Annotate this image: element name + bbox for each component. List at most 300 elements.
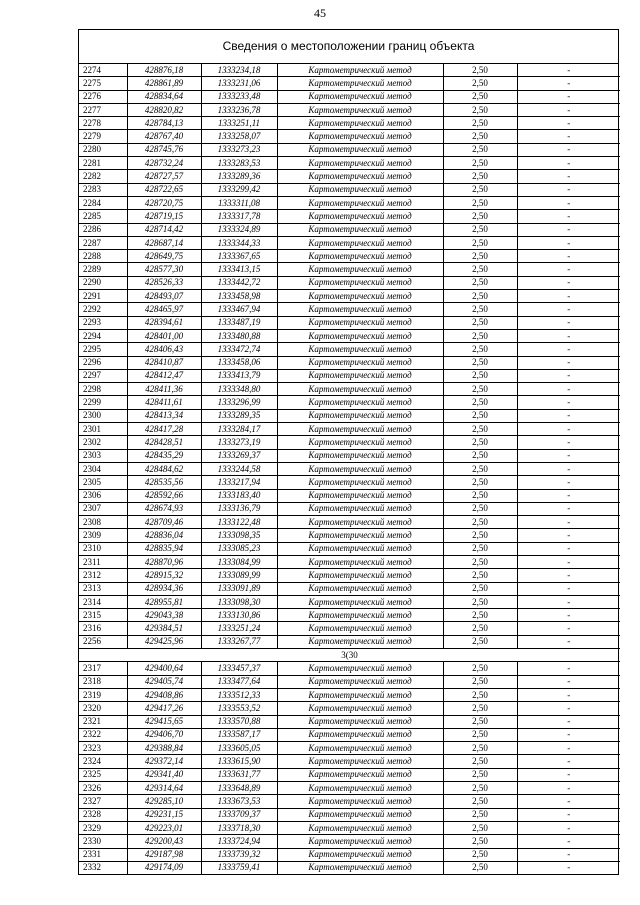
y-coordinate-cell: 1333413,79 [201,369,277,382]
table-row [79,476,620,489]
accuracy-cell: 2,50 [443,263,517,276]
coordinates-table [79,64,620,874]
method-cell: Картометрический метод [277,848,443,861]
accuracy-cell: 2,50 [443,210,517,223]
accuracy-cell: 2,50 [443,223,517,236]
x-coordinate-cell: 429417,26 [127,702,201,715]
y-coordinate-cell: 1333587,17 [201,728,277,741]
method-cell: Картометрический метод [277,329,443,342]
point-number-cell: 2294 [79,329,127,342]
x-coordinate-cell: 429223,01 [127,821,201,834]
table-row [79,143,620,156]
y-coordinate-cell: 1333289,36 [201,170,277,183]
method-cell: Картометрический метод [277,502,443,515]
x-coordinate-cell: 428484,62 [127,462,201,475]
accuracy-cell: 2,50 [443,423,517,436]
table-row [79,409,620,422]
y-coordinate-cell: 1333477,64 [201,675,277,688]
point-number-cell: 2296 [79,356,127,369]
description-cell: - [517,409,620,422]
x-coordinate-cell: 429384,51 [127,622,201,635]
table-row [79,821,620,834]
point-number-cell: 2282 [79,170,127,183]
method-cell: Картометрический метод [277,782,443,795]
accuracy-cell: 2,50 [443,702,517,715]
accuracy-cell: 2,50 [443,183,517,196]
point-number-cell: 2286 [79,223,127,236]
table-row [79,236,620,249]
method-cell: Картометрический метод [277,569,443,582]
point-number-cell: 2301 [79,423,127,436]
method-cell: Картометрический метод [277,795,443,808]
accuracy-cell: 2,50 [443,675,517,688]
point-number-cell: 2284 [79,196,127,209]
point-number-cell: 2305 [79,476,127,489]
description-cell: - [517,396,620,409]
point-number-cell: 2280 [79,143,127,156]
table-row [79,383,620,396]
y-coordinate-cell: 1333273,23 [201,143,277,156]
description-cell: - [517,290,620,303]
point-number-cell: 2307 [79,502,127,515]
y-coordinate-cell: 1333085,23 [201,542,277,555]
method-cell: Картометрический метод [277,675,443,688]
description-cell: - [517,263,620,276]
accuracy-cell: 2,50 [443,236,517,249]
accuracy-cell: 2,50 [443,356,517,369]
accuracy-cell: 2,50 [443,64,517,77]
method-cell: Картометрический метод [277,103,443,116]
description-cell: - [517,662,620,675]
y-coordinate-cell: 1333570,88 [201,715,277,728]
description-cell: - [517,369,620,382]
point-number-cell: 2300 [79,409,127,422]
y-coordinate-cell: 1333631,77 [201,768,277,781]
method-cell: Картометрический метод [277,622,443,635]
table-row [79,542,620,555]
method-cell: Картометрический метод [277,728,443,741]
description-cell: - [517,449,620,462]
y-coordinate-cell: 1333234,18 [201,64,277,77]
x-coordinate-cell: 428714,42 [127,223,201,236]
accuracy-cell: 2,50 [443,688,517,701]
description-cell: - [517,728,620,741]
point-number-cell: 2324 [79,755,127,768]
description-cell: - [517,170,620,183]
accuracy-cell: 2,50 [443,848,517,861]
accuracy-cell: 2,50 [443,476,517,489]
table-row [79,861,620,874]
x-coordinate-cell: 428876,18 [127,64,201,77]
accuracy-cell: 2,50 [443,383,517,396]
description-cell: - [517,755,620,768]
description-cell: - [517,196,620,209]
point-number-cell: 2298 [79,383,127,396]
method-cell: Картометрический метод [277,436,443,449]
table-row [79,196,620,209]
table-row [79,635,620,648]
description-cell: - [517,529,620,542]
accuracy-cell: 2,50 [443,462,517,475]
method-cell: Картометрический метод [277,449,443,462]
description-cell: - [517,90,620,103]
table-row [79,662,620,675]
x-coordinate-cell: 428834,64 [127,90,201,103]
table-row [79,782,620,795]
y-coordinate-cell: 1333718,30 [201,821,277,834]
x-coordinate-cell: 429388,84 [127,742,201,755]
y-coordinate-cell: 1333472,74 [201,343,277,356]
y-coordinate-cell: 1333251,24 [201,622,277,635]
table-row [79,263,620,276]
table-row [79,316,620,329]
accuracy-cell: 2,50 [443,143,517,156]
point-number-cell: 2330 [79,835,127,848]
method-cell: Картометрический метод [277,835,443,848]
table-row [79,808,620,821]
table-row [79,768,620,781]
description-cell: - [517,77,620,90]
table-row [79,688,620,701]
point-number-cell: 2311 [79,555,127,568]
method-cell: Картометрический метод [277,77,443,90]
description-cell: - [517,635,620,648]
point-number-cell: 2283 [79,183,127,196]
table-row [79,64,620,77]
x-coordinate-cell: 428767,40 [127,130,201,143]
method-cell: Картометрический метод [277,542,443,555]
table-row [79,702,620,715]
table-row [79,290,620,303]
accuracy-cell: 2,50 [443,622,517,635]
accuracy-cell: 2,50 [443,170,517,183]
method-cell: Картометрический метод [277,635,443,648]
y-coordinate-cell: 1333258,07 [201,130,277,143]
table-row [79,329,620,342]
method-cell: Картометрический метод [277,236,443,249]
method-cell: Картометрический метод [277,861,443,874]
method-cell: Картометрический метод [277,396,443,409]
description-cell: - [517,383,620,396]
description-cell: - [517,183,620,196]
x-coordinate-cell: 428674,93 [127,502,201,515]
x-coordinate-cell: 429341,40 [127,768,201,781]
point-number-cell: 2317 [79,662,127,675]
method-cell: Картометрический метод [277,276,443,289]
description-cell: - [517,223,620,236]
description-cell: - [517,782,620,795]
method-cell: Картометрический метод [277,356,443,369]
accuracy-cell: 2,50 [443,861,517,874]
accuracy-cell: 2,50 [443,755,517,768]
accuracy-cell: 2,50 [443,449,517,462]
x-coordinate-cell: 428720,75 [127,196,201,209]
point-number-cell: 2309 [79,529,127,542]
table-row [79,90,620,103]
point-number-cell: 2312 [79,569,127,582]
table-row [79,449,620,462]
point-number-cell: 2274 [79,64,127,77]
x-coordinate-cell: 429285,10 [127,795,201,808]
accuracy-cell: 2,50 [443,117,517,130]
x-coordinate-cell: 429200,43 [127,835,201,848]
accuracy-cell: 2,50 [443,529,517,542]
table-row [79,742,620,755]
x-coordinate-cell: 428526,33 [127,276,201,289]
point-number-cell: 2279 [79,130,127,143]
table-row [79,170,620,183]
point-number-cell: 2299 [79,396,127,409]
point-number-cell: 2325 [79,768,127,781]
method-cell: Картометрический метод [277,117,443,130]
table-row [79,210,620,223]
y-coordinate-cell: 1333605,05 [201,742,277,755]
accuracy-cell: 2,50 [443,782,517,795]
method-cell: Картометрический метод [277,263,443,276]
description-cell: - [517,742,620,755]
accuracy-cell: 2,50 [443,396,517,409]
x-coordinate-cell: 428835,94 [127,542,201,555]
accuracy-cell: 2,50 [443,569,517,582]
method-cell: Картометрический метод [277,196,443,209]
y-coordinate-cell: 1333244,58 [201,462,277,475]
point-number-cell: 2288 [79,250,127,263]
x-coordinate-cell: 429231,15 [127,808,201,821]
description-cell: - [517,555,620,568]
x-coordinate-cell: 428413,34 [127,409,201,422]
point-number-cell: 2281 [79,157,127,170]
description-cell: - [517,303,620,316]
description-cell: - [517,609,620,622]
point-number-cell: 2256 [79,635,127,648]
table-row [79,462,620,475]
table-row [79,130,620,143]
description-cell: - [517,795,620,808]
method-cell: Картометрический метод [277,343,443,356]
method-cell: Картометрический метод [277,516,443,529]
table-row [79,595,620,608]
y-coordinate-cell: 1333457,37 [201,662,277,675]
x-coordinate-cell: 428435,29 [127,449,201,462]
point-number-cell: 2290 [79,276,127,289]
y-coordinate-cell: 1333269,37 [201,449,277,462]
description-cell: - [517,276,620,289]
point-number-cell: 2278 [79,117,127,130]
point-number-cell: 2308 [79,516,127,529]
y-coordinate-cell: 1333217,94 [201,476,277,489]
point-number-cell: 2321 [79,715,127,728]
method-cell: Картометрический метод [277,462,443,475]
x-coordinate-cell: 429406,70 [127,728,201,741]
y-coordinate-cell: 1333267,77 [201,635,277,648]
accuracy-cell: 2,50 [443,250,517,263]
x-coordinate-cell: 428861,89 [127,77,201,90]
method-cell: Картометрический метод [277,210,443,223]
y-coordinate-cell: 1333458,06 [201,356,277,369]
y-coordinate-cell: 1333467,94 [201,303,277,316]
method-cell: Картометрический метод [277,303,443,316]
table-row [79,675,620,688]
x-coordinate-cell: 429314,64 [127,782,201,795]
accuracy-cell: 2,50 [443,90,517,103]
x-coordinate-cell: 428417,28 [127,423,201,436]
x-coordinate-cell: 428719,15 [127,210,201,223]
table-row [79,622,620,635]
y-coordinate-cell: 1333442,72 [201,276,277,289]
x-coordinate-cell: 429415,65 [127,715,201,728]
x-coordinate-cell: 428411,61 [127,396,201,409]
description-cell: - [517,502,620,515]
accuracy-cell: 2,50 [443,821,517,834]
description-cell: - [517,343,620,356]
y-coordinate-cell: 1333324,89 [201,223,277,236]
description-cell: - [517,462,620,475]
point-number-cell: 2323 [79,742,127,755]
point-number-cell: 2287 [79,236,127,249]
accuracy-cell: 2,50 [443,582,517,595]
table-row [79,369,620,382]
method-cell: Картометрический метод [277,183,443,196]
table-row [79,157,620,170]
accuracy-cell: 2,50 [443,130,517,143]
method-cell: Картометрический метод [277,489,443,502]
table-row [79,276,620,289]
table-row [79,223,620,236]
x-coordinate-cell: 428732,24 [127,157,201,170]
method-cell: Картометрический метод [277,582,443,595]
point-number-cell: 2315 [79,609,127,622]
description-cell: - [517,715,620,728]
table-row [79,555,620,568]
table-row [79,396,620,409]
point-number-cell: 2293 [79,316,127,329]
table-row [79,569,620,582]
description-cell: - [517,622,620,635]
table-row [79,117,620,130]
table-row [79,848,620,861]
point-number-cell: 2291 [79,290,127,303]
x-coordinate-cell: 428745,76 [127,143,201,156]
accuracy-cell: 2,50 [443,409,517,422]
y-coordinate-cell: 1333648,89 [201,782,277,795]
description-cell: - [517,64,620,77]
description-cell: - [517,236,620,249]
y-coordinate-cell: 1333299,42 [201,183,277,196]
y-coordinate-cell: 1333348,80 [201,383,277,396]
method-cell: Картометрический метод [277,609,443,622]
description-cell: - [517,130,620,143]
method-cell: Картометрический метод [277,383,443,396]
accuracy-cell: 2,50 [443,635,517,648]
point-number-cell: 2292 [79,303,127,316]
accuracy-cell: 2,50 [443,595,517,608]
y-coordinate-cell: 1333311,08 [201,196,277,209]
x-coordinate-cell: 428836,04 [127,529,201,542]
y-coordinate-cell: 1333233,48 [201,90,277,103]
description-cell: - [517,835,620,848]
accuracy-cell: 2,50 [443,103,517,116]
method-cell: Картометрический метод [277,688,443,701]
table-row [79,423,620,436]
point-number-cell: 2302 [79,436,127,449]
point-number-cell: 2289 [79,263,127,276]
point-number-cell: 2306 [79,489,127,502]
description-cell: - [517,542,620,555]
x-coordinate-cell: 428592,66 [127,489,201,502]
y-coordinate-cell: 1333724,94 [201,835,277,848]
description-cell: - [517,316,620,329]
accuracy-cell: 2,50 [443,662,517,675]
y-coordinate-cell: 1333089,99 [201,569,277,582]
x-coordinate-cell: 428577,30 [127,263,201,276]
y-coordinate-cell: 1333296,99 [201,396,277,409]
description-cell: - [517,569,620,582]
table-row [79,103,620,116]
x-coordinate-cell: 429400,64 [127,662,201,675]
x-coordinate-cell: 429408,86 [127,688,201,701]
y-coordinate-cell: 1333091,89 [201,582,277,595]
point-number-cell: 2322 [79,728,127,741]
y-coordinate-cell: 1333344,33 [201,236,277,249]
y-coordinate-cell: 1333480,88 [201,329,277,342]
method-cell: Картометрический метод [277,409,443,422]
accuracy-cell: 2,50 [443,290,517,303]
method-cell: Картометрический метод [277,662,443,675]
y-coordinate-cell: 1333273,19 [201,436,277,449]
method-cell: Картометрический метод [277,170,443,183]
description-cell: - [517,143,620,156]
table-row [79,183,620,196]
point-number-cell: 2275 [79,77,127,90]
accuracy-cell: 2,50 [443,436,517,449]
x-coordinate-cell: 429187,98 [127,848,201,861]
method-cell: Картометрический метод [277,316,443,329]
x-coordinate-cell: 428406,43 [127,343,201,356]
x-coordinate-cell: 428727,57 [127,170,201,183]
table-row [79,609,620,622]
x-coordinate-cell: 428955,81 [127,595,201,608]
y-coordinate-cell: 1333413,15 [201,263,277,276]
accuracy-cell: 2,50 [443,742,517,755]
accuracy-cell: 2,50 [443,196,517,209]
point-number-cell: 2297 [79,369,127,382]
y-coordinate-cell: 1333317,78 [201,210,277,223]
description-cell: - [517,675,620,688]
description-cell: - [517,250,620,263]
y-coordinate-cell: 1333759,41 [201,861,277,874]
table-row [79,516,620,529]
method-cell: Картометрический метод [277,715,443,728]
point-number-cell: 2332 [79,861,127,874]
x-coordinate-cell: 428934,36 [127,582,201,595]
y-coordinate-cell: 1333289,35 [201,409,277,422]
y-coordinate-cell: 1333136,79 [201,502,277,515]
description-cell: - [517,476,620,489]
x-coordinate-cell: 429174,09 [127,861,201,874]
point-number-cell: 2319 [79,688,127,701]
table-row [79,77,620,90]
point-number-cell: 2327 [79,795,127,808]
point-number-cell: 2276 [79,90,127,103]
point-number-cell: 2314 [79,595,127,608]
table-row [79,582,620,595]
accuracy-cell: 2,50 [443,715,517,728]
x-coordinate-cell: 428394,61 [127,316,201,329]
point-number-cell: 2328 [79,808,127,821]
description-cell: - [517,582,620,595]
table-title: Сведения о местоположении границ объекта [79,30,618,64]
method-cell: Картометрический метод [277,369,443,382]
